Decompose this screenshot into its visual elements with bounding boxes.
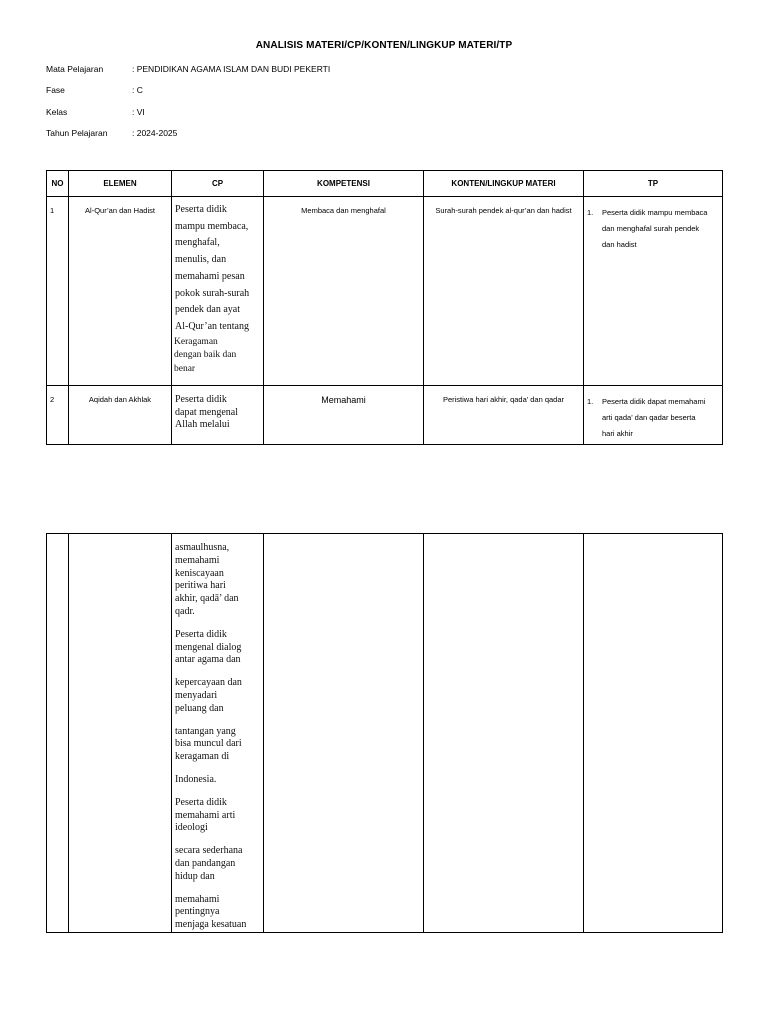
cp-line: menghafal, bbox=[175, 237, 220, 249]
cp-line: Allah melalui bbox=[175, 419, 230, 430]
meta-label: Fase bbox=[46, 85, 65, 95]
cp-line: menulis, dan bbox=[175, 254, 227, 266]
cp-line: peritiwa hari bbox=[175, 580, 226, 592]
cp-line: Peserta didik bbox=[175, 394, 227, 405]
cp-line: ideologi bbox=[175, 822, 208, 834]
cell-cp bbox=[172, 386, 264, 445]
meta-value: : 2024-2025 bbox=[132, 128, 178, 138]
cp-line: tantangan yang bbox=[175, 725, 236, 737]
continuation-table bbox=[46, 533, 723, 933]
cell-elemen: Al-Qur’an dan Hadist bbox=[69, 197, 172, 386]
cell-konten: Surah-surah pendek al-qur’an dan hadist bbox=[424, 197, 584, 386]
table-row bbox=[47, 197, 723, 386]
cp-line: benar bbox=[174, 363, 196, 374]
cp-line: kepercayaan dan bbox=[175, 677, 242, 689]
header-konten: KONTEN/LINGKUP MATERI bbox=[424, 171, 584, 197]
tp-number: 1. bbox=[587, 208, 594, 217]
tp-line: Peserta didik mampu membaca bbox=[602, 208, 708, 217]
cell-tp bbox=[584, 534, 723, 933]
cp-line: mengenal dialog bbox=[175, 641, 242, 653]
cell-tp bbox=[584, 386, 723, 445]
cp-paragraph bbox=[175, 894, 263, 932]
tp-list bbox=[584, 394, 722, 442]
cp-line: dengan baik dan bbox=[174, 350, 237, 361]
table-row bbox=[47, 534, 723, 933]
cell-cp bbox=[172, 197, 264, 386]
cp-line: akhir, qadā’ dan bbox=[175, 593, 239, 605]
tp-number: 1. bbox=[587, 397, 594, 406]
cp-line: pendek dan ayat bbox=[175, 304, 240, 316]
cp-line: asmaulhusna, bbox=[175, 542, 230, 553]
cp-line: pokok surah-surah bbox=[175, 287, 250, 299]
meta-value: : PENDIDIKAN AGAMA ISLAM DAN BUDI PEKERTI bbox=[132, 64, 331, 74]
cell-kompetensi: Membaca dan menghafal bbox=[264, 197, 424, 386]
cp-paragraph bbox=[175, 542, 263, 619]
meta-label: Kelas bbox=[46, 107, 68, 117]
cp-paragraph bbox=[175, 845, 263, 883]
cp-line: Keragaman bbox=[174, 336, 218, 347]
cp-line: memahami bbox=[175, 893, 220, 905]
tp-item bbox=[584, 394, 722, 442]
cp-line: secara sederhana bbox=[175, 845, 243, 857]
cp-line: Peserta didik bbox=[175, 628, 227, 640]
cell-elemen: Aqidah dan Akhlak bbox=[69, 386, 172, 445]
cp-line: bisa muncul dari bbox=[175, 738, 242, 750]
header-no: NO bbox=[47, 171, 69, 197]
tp-list bbox=[584, 205, 722, 253]
cp-paragraph bbox=[175, 726, 263, 764]
cp-line: Peserta didik bbox=[175, 796, 227, 808]
cell-konten: Peristiwa hari akhir, qada’ dan qadar bbox=[424, 386, 584, 445]
cell-no: 1 bbox=[47, 197, 69, 386]
tp-line: hari akhir bbox=[602, 429, 633, 438]
cp-line: keniscayaan bbox=[175, 567, 224, 579]
cp-line: memahami arti bbox=[175, 809, 236, 821]
cp-paragraph bbox=[175, 774, 263, 787]
meta-value: : VI bbox=[132, 107, 145, 117]
cp-line: menyadari bbox=[175, 689, 218, 701]
cp-line: Peserta didik bbox=[175, 204, 227, 215]
table-row bbox=[47, 386, 723, 445]
header-tp: TP bbox=[584, 171, 723, 197]
tp-item bbox=[584, 205, 722, 253]
tp-line: arti qada’ dan qadar beserta bbox=[602, 413, 696, 422]
cp-paragraph bbox=[175, 797, 263, 835]
cp-line: keragaman di bbox=[175, 751, 230, 763]
cell-kompetensi: Memahami bbox=[264, 386, 424, 445]
cp-line: Al-Qur’an tentang bbox=[175, 320, 249, 332]
cp-line: peluang dan bbox=[175, 702, 224, 714]
cell-cp bbox=[172, 534, 264, 933]
cp-line: Indonesia. bbox=[175, 773, 217, 785]
meta-label: Mata Pelajaran bbox=[46, 64, 104, 74]
cell-tp bbox=[584, 197, 723, 386]
tp-line: dan hadist bbox=[602, 240, 637, 249]
cell-konten bbox=[424, 534, 584, 933]
cp-paragraph bbox=[175, 677, 263, 715]
tp-line: Peserta didik dapat memahami bbox=[602, 397, 706, 406]
cp-line: memahami bbox=[175, 554, 220, 566]
cell-no: 2 bbox=[47, 386, 69, 445]
header-elemen: ELEMEN bbox=[69, 171, 172, 197]
cp-line: dan pandangan bbox=[175, 857, 236, 869]
cp-line: dapat mengenal bbox=[175, 406, 239, 418]
cp-line: mampu membaca, bbox=[175, 220, 249, 232]
tp-line: dan menghafal surah pendek bbox=[602, 224, 700, 233]
analysis-table bbox=[46, 170, 723, 445]
header-kompetensi: KOMPETENSI bbox=[264, 171, 424, 197]
cell-no bbox=[47, 534, 69, 933]
header-cp: CP bbox=[172, 171, 264, 197]
cp-line: hidup dan bbox=[175, 870, 215, 882]
cp-line: memahami pesan bbox=[175, 270, 245, 282]
cp-line: menjaga kesatuan bbox=[175, 919, 247, 931]
cell-elemen bbox=[69, 534, 172, 933]
cp-paragraph bbox=[175, 629, 263, 667]
meta-value: : C bbox=[132, 85, 143, 95]
table-header-row bbox=[47, 171, 723, 197]
cell-kompetensi bbox=[264, 534, 424, 933]
document-title: ANALISIS MATERI/CP/KONTEN/LINGKUP MATERI/TP bbox=[255, 40, 513, 51]
cp-line: pentingnya bbox=[175, 906, 220, 918]
meta-label: Tahun Pelajaran bbox=[46, 128, 108, 138]
cp-line: antar agama dan bbox=[175, 654, 241, 666]
cp-line: qadr. bbox=[175, 605, 195, 617]
